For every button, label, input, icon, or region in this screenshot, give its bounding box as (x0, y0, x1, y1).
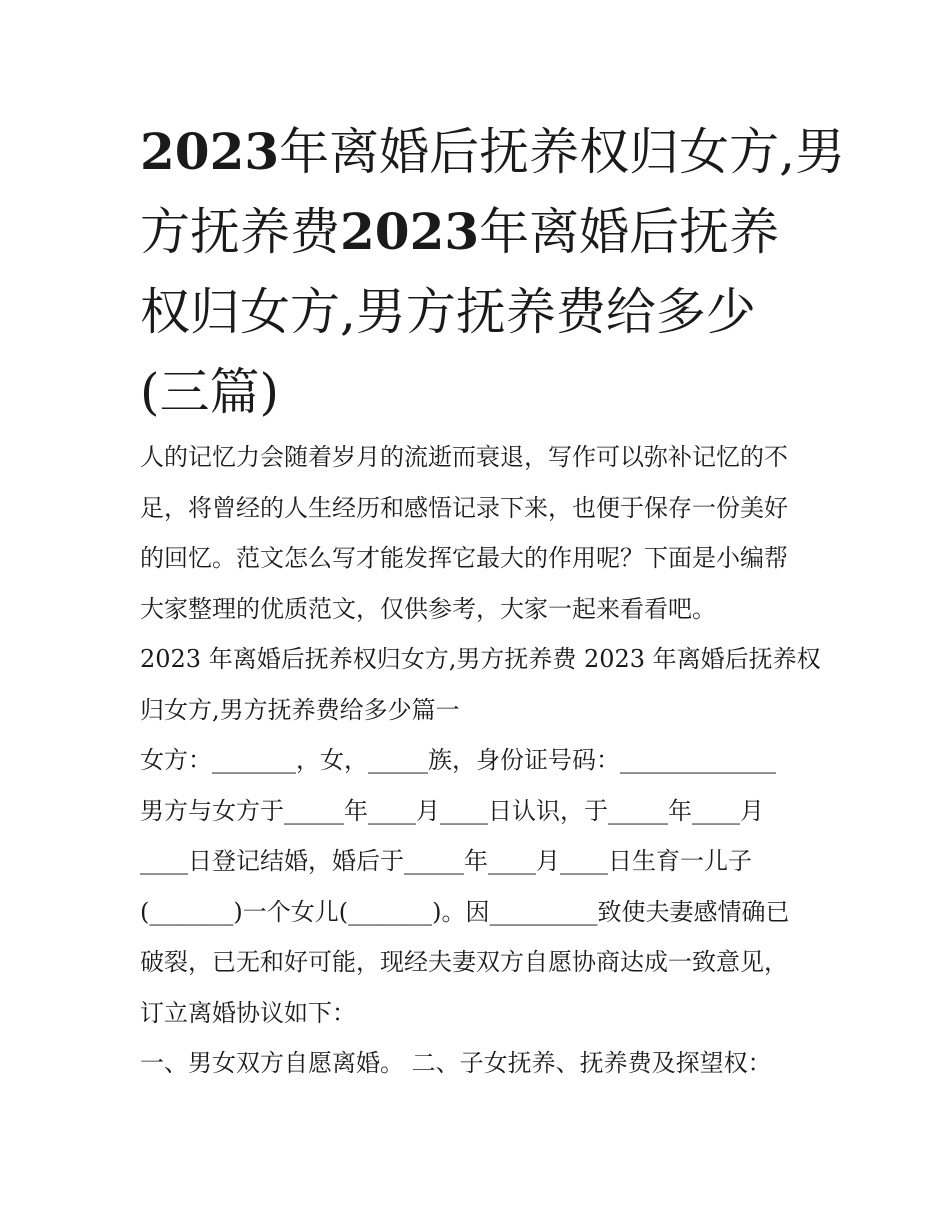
title-line-4 (140, 352, 830, 432)
document-body (140, 432, 820, 1089)
body-line: 订立离婚协议如下： (140, 998, 356, 1027)
body-line: 归女方,男方抚养费给多少篇一 (140, 695, 460, 724)
body-line: 一、男女双方自愿离婚。 二、子女抚养、抚养费及探望权： (140, 1049, 772, 1077)
body-line: 破裂，已无和好可能，现经夫妻双方自愿协商达成一致意见， (140, 948, 788, 976)
title-text: (三篇) (140, 363, 280, 421)
form-line: 男方与女方于_____年____月____日认识，于_____年____月 (140, 796, 764, 825)
form-line: (_______)一个女儿(_______)。因_________致使夫妻感情确已 (140, 897, 790, 926)
body-line: 2023 年离婚后抚养权归女方,男方抚养费 2023 年离婚后抚养权 (140, 645, 821, 673)
document-title (140, 112, 846, 432)
title-text: 年离婚后抚养 (479, 203, 780, 261)
title-year: 2023 (340, 202, 480, 261)
title-line-1 (140, 112, 846, 192)
title-line-2 (140, 192, 830, 272)
title-line-3 (140, 272, 830, 352)
title-text: 方抚养费 (140, 203, 340, 261)
body-line: 足，将曾经的人生经历和感悟记录下来，也便于保存一份美好 (140, 493, 788, 522)
body-line: 大家整理的优质范文，仅供参考，大家一起来看看吧。 (140, 594, 716, 623)
title-text: 年离婚后抚养权归女方,男 (279, 123, 846, 181)
form-line: 女方：_______，女，_____族，身份证号码：_____________ (140, 746, 776, 774)
body-line: 人的记忆力会随着岁月的流逝而衰退，写作可以弥补记忆的不 (140, 443, 788, 471)
body-line: 的回忆。范文怎么写才能发挥它最大的作用呢？下面是小编帮 (140, 544, 788, 572)
form-line: ____日登记结婚，婚后于_____年____月____日生育一儿子 (140, 847, 752, 875)
title-year: 2023 (140, 122, 280, 181)
title-text: 权归女方,男方抚养费给多少 (140, 283, 756, 341)
